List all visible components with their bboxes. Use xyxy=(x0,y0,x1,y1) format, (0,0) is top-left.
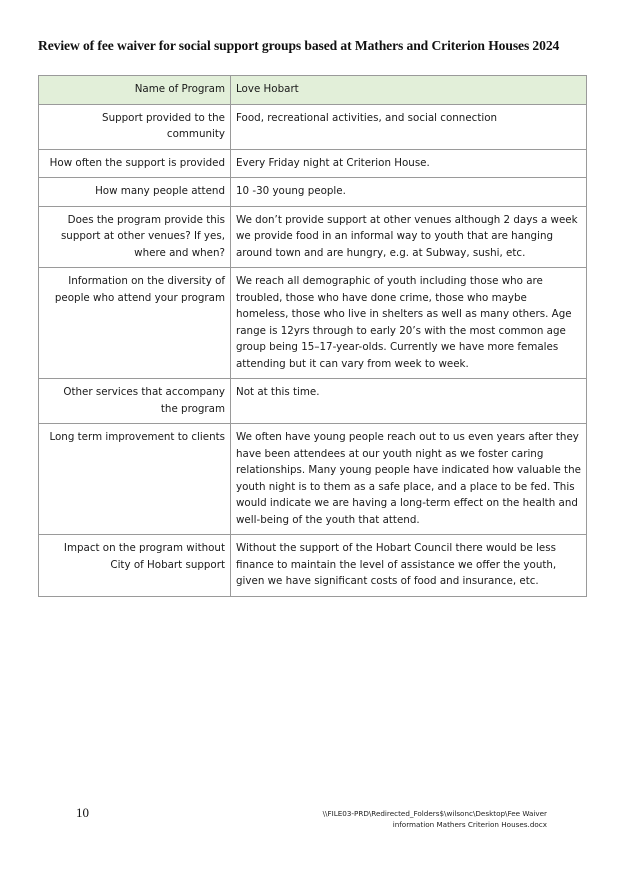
page-title: Review of fee waiver for social support groups based at Mathers and Criterion Houses 2024 xyxy=(38,38,560,53)
row-label: Long term improvement to clients xyxy=(39,424,231,535)
table-row xyxy=(39,206,587,268)
row-value: We reach all demographic of youth including those who are troubled, those who have done crime, those who maybe homeless, those who live in shelters as well as many others. Age range is 12yrs through to early 20’s with the most common age group being 15–17-year-olds. Currently we have more females attending but it can vary from week to week. xyxy=(231,268,587,379)
footer-path-line: information Mathers Criterion Houses.docx xyxy=(392,820,547,829)
footer-file-path xyxy=(323,808,547,830)
table-row xyxy=(39,104,587,149)
table-row xyxy=(39,424,587,535)
row-label: Other services that accompany the program xyxy=(39,379,231,424)
row-value: Every Friday night at Criterion House. xyxy=(231,149,587,178)
row-label: Support provided to the community xyxy=(39,104,231,149)
row-value: Love Hobart xyxy=(231,76,587,105)
table-row xyxy=(39,268,587,379)
row-label: Information on the diversity of people who attend your program xyxy=(39,268,231,379)
row-label: Name of Program xyxy=(39,76,231,105)
review-table xyxy=(38,75,587,597)
table-row xyxy=(39,76,587,105)
table-row xyxy=(39,535,587,597)
page-number: 10 xyxy=(76,805,89,820)
row-value: Food, recreational activities, and social connection xyxy=(231,104,587,149)
footer-path-line: \\FILE03-PRD\Redirected_Folders$\wilsonc\Desktop\Fee Waiver xyxy=(322,809,547,818)
row-label: How often the support is provided xyxy=(39,149,231,178)
table-row xyxy=(39,178,587,207)
table-row xyxy=(39,149,587,178)
row-label: Impact on the program without City of Hobart support xyxy=(39,535,231,597)
row-value: Not at this time. xyxy=(231,379,587,424)
row-value: 10 -30 young people. xyxy=(231,178,587,207)
table-row xyxy=(39,379,587,424)
row-value: We often have young people reach out to us even years after they have been attendees at our youth night as we foster caring relationships. Many young people have indicated how valuable the youth night is to them as a safe place, and a place to be fed. This would indicate we are having a long-term effect on the health and well-being of the youth that attend. xyxy=(231,424,587,535)
row-value: We don’t provide support at other venues although 2 days a week we provide food in an informal way to youth that are hanging around town and are hungry, e.g. at Subway, sushi, etc. xyxy=(231,206,587,268)
row-label: How many people attend xyxy=(39,178,231,207)
row-label: Does the program provide this support at other venues? If yes, where and when? xyxy=(39,206,231,268)
row-value: Without the support of the Hobart Council there would be less finance to maintain the level of assistance we offer the youth, given we have significant costs of food and insurance, etc. xyxy=(231,535,587,597)
